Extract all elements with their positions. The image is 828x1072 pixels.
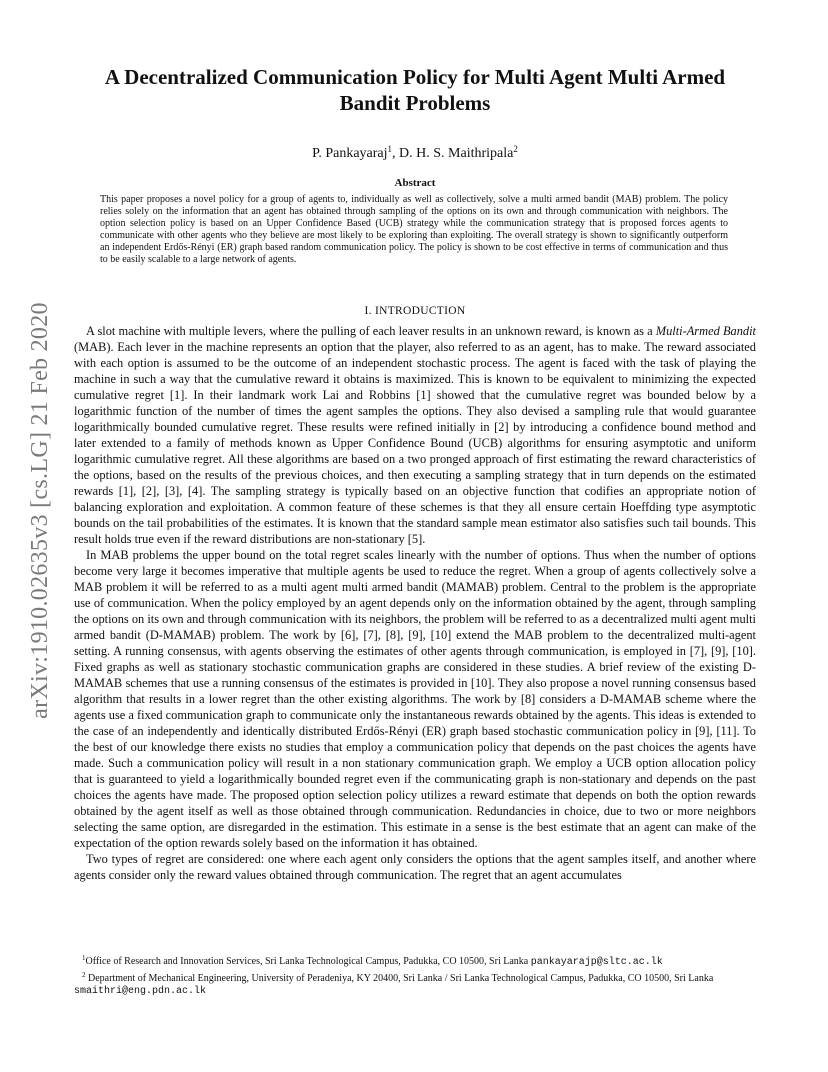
author-1-name: P. Pankayaraj [312,146,388,161]
paragraph-1-start: A slot machine with multiple levers, where the pulling of each leaver results in an unknown reward, is known as a [86,324,656,338]
footnote-2 [74,969,756,998]
footnote-2-email[interactable]: smaithri@eng.pdn.ac.lk [74,986,207,997]
footnote-1-mark: 1 [82,954,86,962]
arxiv-identifier[interactable]: arXiv:1910.02635v3 [cs.LG] 21 Feb 2020 [26,301,53,719]
author-2-name: , D. H. S. Maithripala [392,146,514,161]
abstract-text: This paper proposes a novel policy for a group of agents to, individually as well as collectively, solve a multi armed bandit (MAB) problem. The policy relies solely on the information that an agent has obtained through sampling of the options on its own and through communication with neighbors. The option selection policy is based on an Upper Confidence Based (UCB) strategy while the communication strategy that is proposed forces agents to communicate with other agents who they believe are most likely to be exploring than exploiting. The overall strategy is shown to significantly outperform an independent Erdős-Rényi (ER) graph based random communication policy. The policy is shown to be cost effective in terms of communication and thus to be easily scalable to a large network of agents. [100,194,728,265]
footnote-1-text: Office of Research and Innovation Services, Sri Lanka Technological Campus, Padukka, CO 10500, Sri Lanka [85,956,531,967]
footnotes [74,952,756,998]
footnote-2-mark: 2 [82,971,86,979]
paragraph-2: In MAB problems the upper bound on the total regret scales linearly with the number of options. Thus when the number of options become very large it becomes imperative that multiple agents be used to reduce the regret. When a group of agents collectively solve a MAB problem it will be referred to as a multi agent multi armed bandit (MAMAB) problem. Central to the problem is the appropriate use of communication. When the policy employed by an agent depends only on the information obtained by the agent, through sampling the options on its own and through communication with its neighbors, the problem will be referred to as a decentralized multi agent multi armed bandit (D-MAMAB) problem. The work by [6], [7], [8], [9], [10] extend the MAB problem to the decentralized multi-agent setting. A running consensus, with agents observing the estimates of other agents through communication, is employed in [7], [9], [10]. Fixed graphs as well as stationary stochastic communication graphs are considered in these studies. A brief review of the existing D-MAMAB schemes that use a running consensus of the estimates is provided in [10]. They also propose a novel running consensus based algorithm that results in a lower regret than the other existing algorithms. The work by [8] considers a D-MAMAB scheme where the agents use a fixed communication graph to communicate only the instantaneous rewards obtained by the agents. This ideas is extended to the case of an independently and identically distributed Erdős-Rényi (ER) graph based stochastic communication policy in [9], [11]. To the best of our knowledge there exists no studies that employ a communication policy that depends on the past choices the agents have made. Such a communication policy will result in a non stationary communication graph. We employ a UCB option allocation policy that is guaranteed to yield a logarithmically bounded regret even if the communicating graph is non-stationary and depends on the past choices the agents have made. The proposed option selection policy utilizes a reward estimate that depends on both the option rewards obtained by the agent itself as well as those obtained through communication. Redundancies in choice, due to two or more neighbors selecting the same option, are disregarded in the estimation. This estimate in a sense is the best estimate that an agent can make of the expectation of the option rewards solely based on the information it has obtained. [74,548,756,850]
footnote-1-email[interactable]: pankayarajp@sltc.ac.lk [530,957,663,968]
abstract-heading: Abstract [394,177,436,189]
author-list [74,140,756,163]
footnote-2-text: Department of Mechanical Engineering, University of Peradeniya, KY 20400, Sri Lanka / Sri Lanka Technological Campus, Padukka, CO 10500, Sri Lanka [85,973,714,984]
section-heading-introduction: I. INTRODUCTION [364,305,466,317]
paragraph-1 [74,323,756,547]
arxiv-sidebar-stamp [20,260,60,760]
paragraph-3: Two types of regret are considered: one where each agent only considers the options that the agent samples itself, and another where agents consider only the reward values obtained through communication. The regret that an agent accumulates [74,852,756,882]
author-1-affiliation-mark: 1 [387,144,393,154]
author-2-affiliation-mark: 2 [513,144,518,154]
paragraph-1-rest: (MAB). Each lever in the machine represents an option that the player, also referred to as an agent, has to make. The reward associated with each option is assumed to be the outcome of an independent stochastic process. The agent is faced with the task of playing the machine in such a way that the cumulative reward it obtains is maximized. This is known to be equivalent to minimizing the expected cumulative regret [1]. In their landmark work Lai and Robbins [1] showed that the cumulative regret was bounded below by a logarithmic function of the number of times the agent samples the options. They also devised a sampling rule that would guarantee logarithmically bounded cumulative regret. These results were refined initially in [2] by introducing a confidence bound method and later extended to a family of methods known as Upper Confidence Bound (UCB) algorithms for ensuring asymptotic and uniform logarithmic cumulative regret. All these algorithms are based on a two pronged approach of first estimating the reward characteristics of the options, based on the results of the previous choices, and then executing a sampling strategy that in turn depends on the estimated rewards [1], [2], [3], [4]. The sampling strategy is typically based on an objective function that codifies an appropriate notion of balancing exploration and exploitation. A common feature of these schemes is that they all ensure certain Hoeffding type asymptotic bounds on the tail probabilities of the estimates. It is known that the standard sample mean estimator also satisfies such tail bounds. This result holds true even if the reward distributions are non-stationary [5]. [74,340,756,546]
paper-title [74,64,756,116]
footnote-1 [74,952,756,969]
title-line-1: A Decentralized Communication Policy for Multi Agent Multi Armed [104,65,726,89]
title-line-2: Bandit Problems [339,91,491,115]
mab-term: Multi-Armed Bandit [655,324,756,338]
introduction-body [74,323,756,883]
